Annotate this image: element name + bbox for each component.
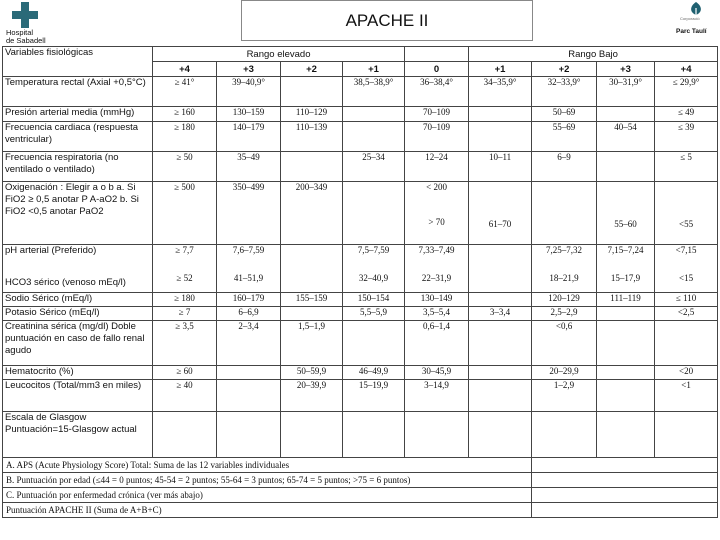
table-cell (597, 307, 655, 321)
table-cell (597, 412, 655, 458)
cell-value: 7,6–7,59 (232, 245, 265, 255)
table-cell (217, 182, 281, 245)
table-cell (405, 412, 469, 458)
cell-value: 32–40,9 (358, 273, 389, 283)
table-cell: <0,6 (532, 321, 597, 366)
hco3-label: HCO3 sérico (venoso mEq/l) (5, 277, 126, 288)
table-cell: ≥ 7 (153, 307, 217, 321)
table-cell (597, 182, 655, 245)
table-cell (153, 182, 217, 245)
table-row (3, 77, 718, 107)
table-cell: 46–49,9 (343, 366, 405, 380)
table-cell (469, 366, 532, 380)
table-cell: 130–159 (217, 107, 281, 122)
table-row (3, 107, 718, 122)
footer-row (3, 458, 718, 473)
table-cell (655, 182, 718, 245)
table-row (3, 307, 718, 321)
cell-value: < 200 (426, 182, 447, 192)
cell-value: 22–31,9 (421, 273, 452, 283)
table-cell: ≥ 50 (153, 152, 217, 182)
table-row (3, 380, 718, 412)
table-cell: ≤ 49 (655, 107, 718, 122)
table-cell: 160–179 (217, 293, 281, 307)
cell-value: <55 (679, 219, 694, 229)
variable-label: Frecuencia respiratoria (no ventilado o ventilado) (3, 152, 153, 182)
score-header: +2 (281, 62, 343, 77)
table-cell (655, 412, 718, 458)
table-cell (343, 182, 405, 245)
footer-c: C. Puntuación por enfermedad crónica (ver más abajo) (3, 488, 532, 503)
table-cell: 140–179 (217, 122, 281, 152)
table-cell: 25–34 (343, 152, 405, 182)
table-cell: 120–129 (532, 293, 597, 307)
hospital-logo-text: Hospital de Sabadell (6, 28, 46, 45)
footer-row (3, 503, 718, 518)
table-row (3, 182, 718, 245)
footer-b: B. Puntuación por edad (≤44 = 0 puntos; 45-54 = 2 puntos; 55-64 = 3 puntos; 65-74 = 5 puntos; >75 = 6 puntos) (3, 473, 532, 488)
score-header: +1 (469, 62, 532, 77)
table-cell (281, 412, 343, 458)
variable-label: Leucocitos (Total/mm3 en miles) (3, 380, 153, 412)
table-cell: ≥ 180 (153, 293, 217, 307)
table-cell (281, 152, 343, 182)
table-cell (597, 380, 655, 412)
table-cell: 30–31,9° (597, 77, 655, 107)
table-cell: 70–109 (405, 122, 469, 152)
score-header: 0 (405, 62, 469, 77)
logo-small-text: Corporació (680, 16, 700, 21)
table-cell: 130–149 (405, 293, 469, 307)
table-cell: 12–24 (405, 152, 469, 182)
table-cell (469, 107, 532, 122)
table-cell (217, 380, 281, 412)
table-cell (532, 245, 597, 293)
cell-value: 61–70 (488, 219, 512, 229)
cell-value: <7,15 (675, 245, 697, 255)
table-row (3, 321, 718, 366)
table-cell: ≥ 60 (153, 366, 217, 380)
table-cell: 5,5–5,9 (343, 307, 405, 321)
cell-value: 7,5–7,59 (357, 245, 390, 255)
cell-value: 350–499 (232, 182, 265, 192)
table-cell (217, 412, 281, 458)
table-row (3, 122, 718, 152)
table-cell: ≥ 3,5 (153, 321, 217, 366)
variable-label (3, 245, 153, 293)
footer-a: A. APS (Acute Physiology Score) Total: Suma de las 12 variables individuales (3, 458, 532, 473)
table-cell: 20–39,9 (281, 380, 343, 412)
table-cell (469, 293, 532, 307)
table-cell (597, 245, 655, 293)
table-cell (343, 321, 405, 366)
table-cell (153, 245, 217, 293)
score-header: +4 (655, 62, 718, 77)
table-cell: ≥ 160 (153, 107, 217, 122)
table-cell (343, 122, 405, 152)
table-cell: 35–49 (217, 152, 281, 182)
score-header: +3 (217, 62, 281, 77)
table-cell (597, 366, 655, 380)
table-cell: <1 (655, 380, 718, 412)
table-cell: 150–154 (343, 293, 405, 307)
table-cell (281, 307, 343, 321)
table-cell: 155–159 (281, 293, 343, 307)
cell-value: 7,15–7,24 (607, 245, 644, 255)
variable-label: Oxigenación : Elegir a o b a. Si FiO2 ≥ 0,5 anotar P A-aO2 b. Si FiO2 <0,5 anotar PaO2 (3, 182, 153, 245)
table-cell: ≥ 41° (153, 77, 217, 107)
table-cell: 15–19,9 (343, 380, 405, 412)
rango-bajo-header: Rango Bajo (469, 47, 718, 62)
cell-value: 18–21,9 (549, 273, 579, 283)
table-cell (281, 77, 343, 107)
table-cell: ≤ 5 (655, 152, 718, 182)
table-cell: 32–33,9° (532, 77, 597, 107)
table-cell: ≤ 29,9° (655, 77, 718, 107)
table-cell: 34–35,9° (469, 77, 532, 107)
variable-label: Temperatura rectal (Axial +0,5°C) (3, 77, 153, 107)
table-cell (281, 245, 343, 293)
table-cell: 6–6,9 (217, 307, 281, 321)
table-row (3, 366, 718, 380)
score-header: +4 (153, 62, 217, 77)
table-cell: 2–3,4 (217, 321, 281, 366)
table-cell (655, 245, 718, 293)
table-cell: 2,5–2,9 (532, 307, 597, 321)
cell-value: ≥ 52 (176, 273, 193, 283)
footer-row (3, 488, 718, 503)
table-cell: <20 (655, 366, 718, 380)
table-cell: ≥ 40 (153, 380, 217, 412)
cell-value: 15–17,9 (610, 273, 641, 283)
table-row (3, 293, 718, 307)
variable-label: Hematocrito (%) (3, 366, 153, 380)
variable-label: Sodio Sérico (mEq/l) (3, 293, 153, 307)
footer-row (3, 473, 718, 488)
rango-elevado-header: Rango elevado (153, 47, 405, 62)
table-cell (469, 321, 532, 366)
logo-caption: Parc Taulí (676, 28, 707, 35)
ph-label: pH arterial (Preferido) (5, 245, 97, 256)
table-cell (405, 245, 469, 293)
table-cell: 3–3,4 (469, 307, 532, 321)
table-cell (469, 245, 532, 293)
table-cell (405, 182, 469, 245)
table-cell (532, 412, 597, 458)
table-cell: 55–69 (532, 122, 597, 152)
apache-table (2, 46, 718, 518)
table-cell (597, 107, 655, 122)
table-cell: 50–69 (532, 107, 597, 122)
cell-value: 7,25–7,32 (546, 245, 583, 255)
table-cell: 70–109 (405, 107, 469, 122)
footer-d: Puntuación APACHE II (Suma de A+B+C) (3, 503, 532, 518)
table-cell (217, 366, 281, 380)
table-cell: 1–2,9 (532, 380, 597, 412)
cell-value: <15 (679, 273, 694, 283)
table-cell: <2,5 (655, 307, 718, 321)
table-cell (281, 182, 343, 245)
table-cell (217, 245, 281, 293)
table-cell: ≥ 180 (153, 122, 217, 152)
table-cell (597, 152, 655, 182)
table-cell: 110–129 (281, 107, 343, 122)
table-cell (153, 412, 217, 458)
variable-label: Potasio Sérico (mEq/l) (3, 307, 153, 321)
table-row (3, 412, 718, 458)
table-cell: 1,5–1,9 (281, 321, 343, 366)
cross-icon (12, 2, 38, 28)
cell-value: 200–349 (295, 182, 328, 192)
table-cell: 111–119 (597, 293, 655, 307)
table-cell: 30–45,9 (405, 366, 469, 380)
table-cell (343, 412, 405, 458)
table-cell (469, 122, 532, 152)
table-cell (655, 321, 718, 366)
table-cell (469, 412, 532, 458)
table-cell: 110–139 (281, 122, 343, 152)
variable-label: Creatinina sérica (mg/dl) Doble puntuación en caso de fallo renal agudo (3, 321, 153, 366)
table-cell (343, 107, 405, 122)
parc-tauli-logo (676, 2, 716, 42)
cell-value: 55–60 (614, 219, 637, 229)
table-cell (343, 245, 405, 293)
cell-value: 41–51,9 (233, 273, 264, 283)
variables-header: Variables fisiológicas (3, 47, 153, 77)
table-cell: 3,5–5,4 (405, 307, 469, 321)
table-cell (532, 182, 597, 245)
table-cell: 36–38,4° (405, 77, 469, 107)
table-row (3, 152, 718, 182)
table-cell (469, 182, 532, 245)
table-cell: 38,5–38,9° (343, 77, 405, 107)
cell-value: > 70 (428, 217, 445, 227)
variable-label: Escala de Glasgow Puntuación=15-Glasgow actual (3, 412, 153, 458)
score-header: +1 (343, 62, 405, 77)
score-header: +2 (532, 62, 597, 77)
table-cell (469, 380, 532, 412)
table-cell: 6–9 (532, 152, 597, 182)
cell-value: 7,33–7,49 (418, 245, 455, 255)
variable-label: Presión arterial media (mmHg) (3, 107, 153, 122)
cell-value: ≥ 500 (174, 182, 195, 192)
table-cell: ≤ 110 (655, 293, 718, 307)
table-cell: 10–11 (469, 152, 532, 182)
table-cell (597, 321, 655, 366)
table-cell: 20–29,9 (532, 366, 597, 380)
page-title: APACHE II (241, 0, 533, 41)
table-cell: ≤ 39 (655, 122, 718, 152)
table-row (3, 245, 718, 293)
variable-label: Frecuencia cardiaca (respuesta ventricular) (3, 122, 153, 152)
header-row-1 (3, 47, 718, 62)
table-cell: 39–40,9° (217, 77, 281, 107)
table-cell: 50–59,9 (281, 366, 343, 380)
table-cell: 0,6–1,4 (405, 321, 469, 366)
header (0, 0, 720, 46)
table-cell: 40–54 (597, 122, 655, 152)
hospital-logo (6, 2, 46, 44)
cell-value: ≥ 7,7 (175, 245, 194, 255)
score-header: +3 (597, 62, 655, 77)
table-cell: 3–14,9 (405, 380, 469, 412)
